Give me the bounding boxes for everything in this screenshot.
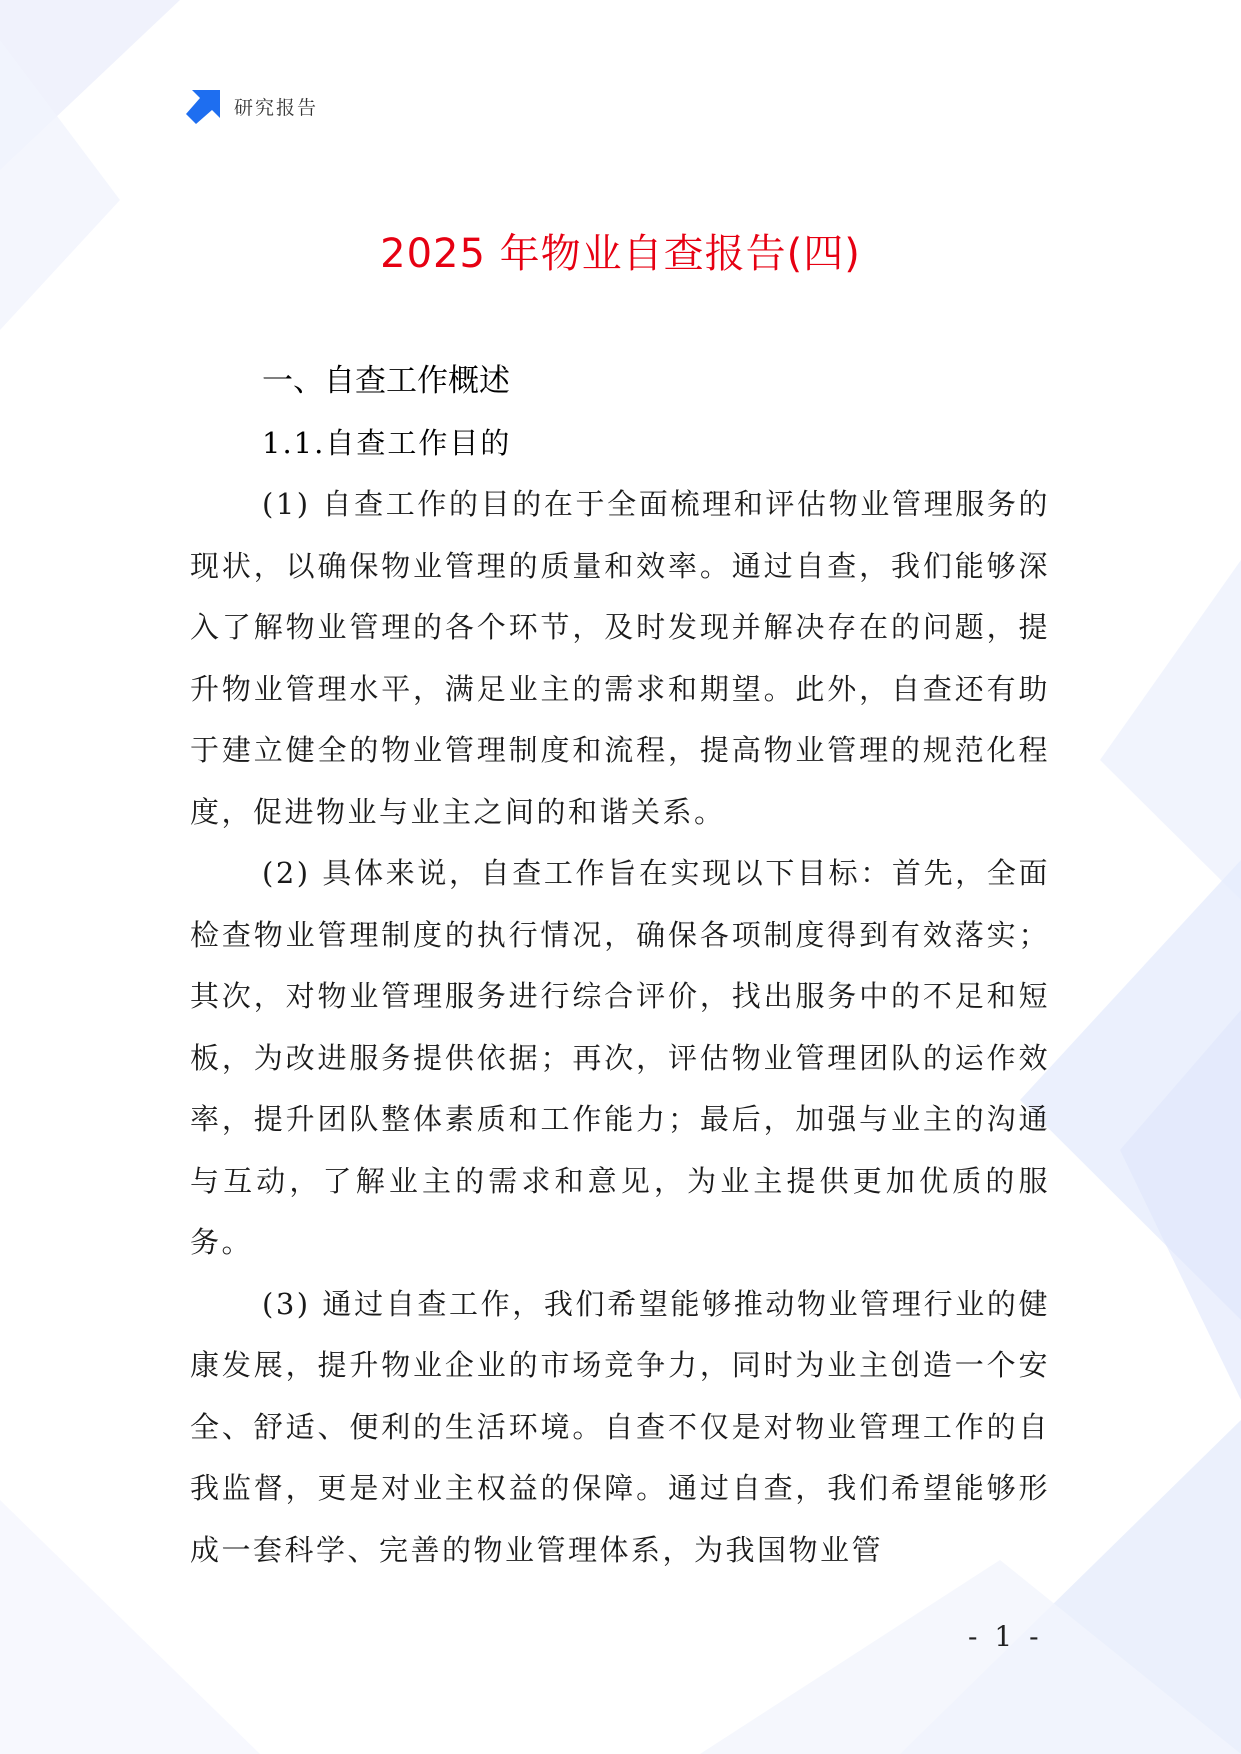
document-title: 2025 年物业自查报告(四) bbox=[380, 231, 861, 277]
section-heading: 一、自查工作概述 bbox=[262, 363, 510, 399]
paragraph-2: (2) 具体来说，自查工作旨在实现以下目标：首先，全面检查物业管理制度的执行情况，确保各项制度得到有效落实；其次，对物业管理服务进行综合评价，找出服务中的不足和短板，为改进服务提供依据；再次，评估物业管理团队的运作效率，提升团队整体素质和工作能力；最后，加强与业主的沟通与互动，了解业主的需求和意见，为业主提供更加优质的服务。 bbox=[190, 856, 1050, 1259]
paragraph-1: (1) 自查工作的目的在于全面梳理和评估物业管理服务的现状，以确保物业管理的质量和效率。通过自查，我们能够深入了解物业管理的各个环节，及时发现并解决存在的问题，提升物业管理水平，满足业主的需求和期望。此外，自查还有助于建立健全的物业管理制度和流程，提高物业管理的规范化程度，促进物业与业主之间的和谐关系。 bbox=[190, 487, 1050, 829]
paragraph-3: (3) 通过自查工作，我们希望能够推动物业管理行业的健康发展，提升物业企业的市场竞争力，同时为业主创造一个安全、舒适、便利的生活环境。自查不仅是对物业管理工作的自我监督，更是对业主权益的保障。通过自查，我们希望能够形成一套科学、完善的物业管理体系，为我国物业管 bbox=[190, 1286, 1050, 1567]
page-number: - 1 - bbox=[968, 1620, 1043, 1653]
document-body bbox=[190, 350, 1050, 1581]
brand-label: 研究报告 bbox=[234, 96, 319, 119]
subsection-heading: 1.1.自查工作目的 bbox=[262, 426, 512, 460]
arrow-up-right-icon bbox=[186, 88, 222, 124]
report-header bbox=[186, 88, 318, 124]
